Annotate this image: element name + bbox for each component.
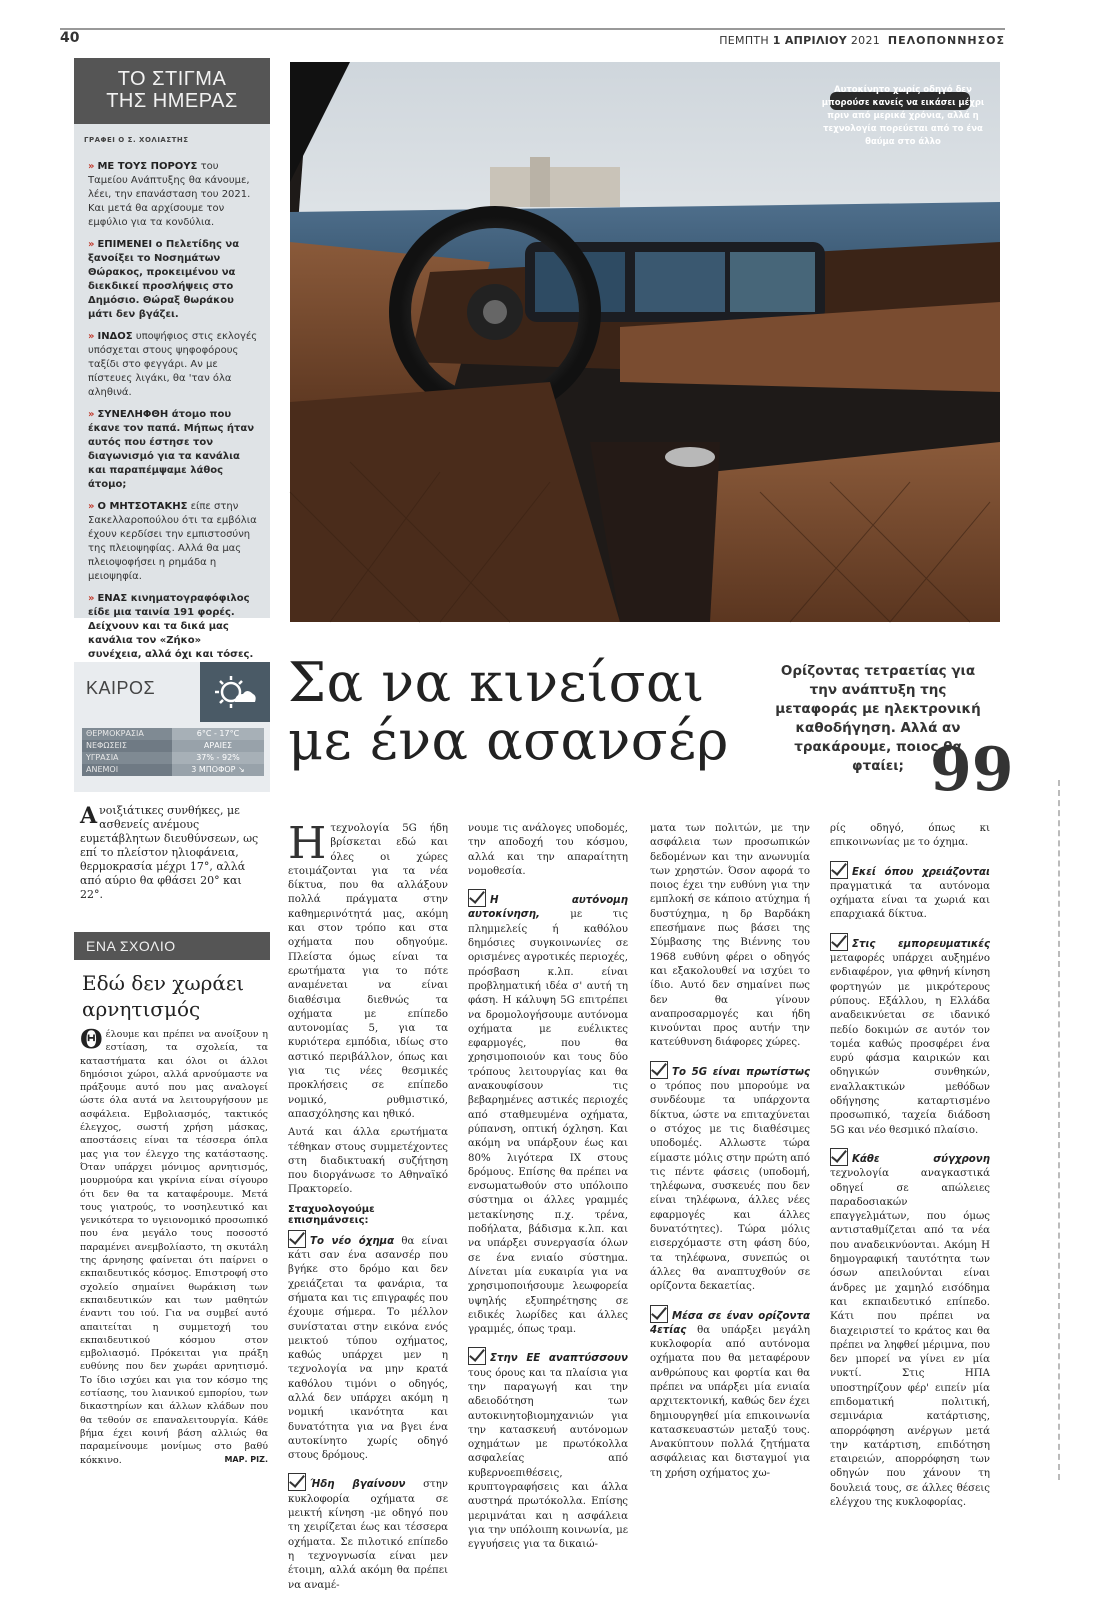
article-dropcap: Η	[288, 818, 327, 869]
stigma-item	[88, 592, 258, 662]
point-lead: Στις εμπορευματικές	[852, 938, 990, 950]
checkbox-icon	[650, 1305, 668, 1323]
arrow-icon: »	[88, 331, 95, 342]
point-text: μεταφορές υπάρχει αυξημένο ενδιαφέρον, για φθηνή κίνηση φορτηγών με μικρότερους ρύπους. Εξάλλου, η Ελλάδα αναδεικνύεται σε ιδανικό πεδίο δοκιμών σε αυτόν τον τομέα καθώς προσφέρει ένα ευρύ φάσμα καιρικών και οδηγικών συνθηκών, εναλλακτικών μεθόδων οδήγησης καταρτισμένο προσωπικό, ταχεία διάδοση 5G και νέο θεσμικό πλαίσιο.	[830, 953, 990, 1136]
checkbox-icon	[650, 1061, 668, 1079]
arrow-icon: »	[88, 239, 95, 250]
point-text: με τις πλημμελείς ή καθόλου δημόσιες συγκοινωνίες σε ορισμένες αγροτικές περιοχές, πρόσβαση κ.λπ. είναι προβληματική ιδέα σ' αυτή τη φάση. Η κάλυψη 5G επιτρέπει να δρομολογήσουμε αυτόνομα οχήματα με ευέλικτες εφαρμογές, που θα χρησιμοποιούν και τους δύο τρόπους λειτουργίας και θα ανακουφίσουν τις βεβαρημένες αστικές περιοχές από σταθμευμένα οχήματα, ρύπανση, οπτική όχληση. Και ακόμη να υπάρξουν έως και 80% λιγότερα IX στους δρόμους. Επίσης θα πρέπει να ενσωματωθούν στο υπόλοιπο σύστημα οι άλλες γραμμές μετακίνησης π.χ. τρένα, ποδήλατα, βάδισμα κ.λπ. και να υπάρξει συνεργασία όλων σε ένα ενιαίο σύστημα. Δίνεται μία ευκαιρία για να χρησιμοποιήσουμε λεωφορεία υψηλής εξυπηρέτησης σε ειδικές λωρίδες και άλλες γραμμές, όπως τραμ.	[468, 909, 628, 1336]
comment-text: έλουμε και πρέπει να ανοίξουν η εστίαση, τα σχολεία, τα καταστήματα και όλοι οι άλλοι δημόσιοι χώροι, αλλά αρνούμαστε να πράξουμε αυτό που μας αναλογεί ώστε όλα αυτά να λειτουργήσουν με ασφάλεια. Εμβολιασμός, τακτικός έλεγχος, σωστή χρήση μάσκας, αποστάσεις είναι τα τέσσερα όπλα μας για τον έλεγχο της κατάστασης. Όταν υπάρχει μόνιμος αρνητισμός, μουρμούρα και γκρίνια είναι σίγουρο ότι δεν θα τα καταφέρουμε. Μετά τους γιατρούς, το νοσηλευτικό και γενικότερα το υγειονομικό προσωπικό που ένα μεγάλο τους ποσοστό παραμένει ανεμβολίαστο, τη σκυτάλη της άρνησης φαίνεται ότι παίρνει ο εκπαιδευτικός κόσμος. Επιστροφή στο σχολείο σημαίνει θωράκιση των εκπαιδευτικών και των μαθητών έναντι του ιού. Για να συμβεί αυτό απαιτείται η συμμετοχή του εκπαιδευτικού κόσμου στον εμβολιασμό. Πρόκειται για πράξη ευθύνης που δεν χωράει αρνητισμό. Το ίδιο ισχύει και για τον κόσμο της εστίασης, του λιανικού εμπορίου, των δικαστηρίων και άλλων κλάδων που θα τεθούν σε επαναλειτουργία. Κάθε βήμα έχει κοινή βάση αλλιώς θα παραμείνουμε μονίμως στο βαθύ κόκκινο.	[80, 1029, 268, 1466]
header-day: ΠΕΜΠΤΗ	[719, 34, 769, 47]
weather-row	[82, 764, 264, 776]
page-header	[719, 34, 1005, 47]
point-text: θα υπάρξει μεγάλη κυκλοφορία από αυτόνομα οχήματα που θα μεταφέρουν ανθρώπους και φορτία και θα πρέπει να υπάρξει μία ενιαία αρχιτεκτονική, καθώς δεν έχει δημιουργηθεί μία επικοινωνία κατασκευαστών μεταξύ τους. Ανακύπτουν πολλά ζητήματα ασφάλειας και δισταγμοί για τη χρήση οχήματος χω-	[650, 1324, 810, 1479]
stigma-item-lead: ΜΕ ΤΟΥΣ ΠΟΡΟΥΣ	[97, 161, 198, 172]
weather-description	[80, 804, 268, 902]
stigma-item-lead: ΙΝΔΟΣ	[97, 331, 133, 342]
stigma-item-lead: ΕΝΑΣ	[97, 593, 128, 604]
comment-dropcap: Θ	[80, 1025, 103, 1055]
checkbox-icon	[830, 1148, 848, 1166]
point-lead: Το 5G είναι πρωτίστως	[672, 1066, 810, 1078]
point-lead: Εκεί όπου χρειάζονται	[852, 866, 990, 878]
article-column-2	[468, 822, 628, 1557]
stigma-item	[88, 238, 258, 322]
stigma-item	[88, 500, 258, 584]
header-year: 2021	[850, 34, 881, 47]
stigma-item-text: κινηματογραφόφιλος είδε μια ταινία 191 φορές. Δείχνουν και τα δικά μας κανάλια τον «Ζήκο» συνέχεια, αλλά όχι και τόσες.	[88, 593, 254, 660]
point-text: τεχνολογία αναγκαστικά οδηγεί σε απώλειες παραδοσιακών επαγγελμάτων, που όμως αντισταθμίζεται από τα νέα που αναδεικνύονται. Ακόμη Η δημογραφική ταυτότητα των όσων απειλούνται είναι άνδρες με χαμηλό εισόδημα και εκπαιδευτικό επίπεδο. Κάτι που πρέπει να διαχειριστεί το κράτος και θα πρέπει να ληφθεί μέριμνα, που δεν μπορεί να γίνει εν μία νυκτί. Στις ΗΠΑ υποστηρίζουν φέρ' ειπείν μία επιδοματική πολιτική, σεμινάρια κατάρτισης, απορρόφηση ανέργων μετά την κατάρτιση, επιδότηση εταιρειών, απορρόφηση των οδηγών που χάνουν τη δουλειά τους, σε άλλες θέσεις ελέγχου της κυκλοφορίας.	[830, 1168, 990, 1509]
stigma-title	[74, 58, 270, 124]
arrow-icon: »	[88, 593, 95, 604]
headline-line2: με ένα ασανσέρ	[288, 709, 729, 772]
article-column-1	[288, 818, 448, 1597]
checkbox-icon	[830, 933, 848, 951]
paragraph: ρίς οδηγό, όπως κι επικοινωνίας με το όχημα.	[830, 823, 990, 849]
stigma-item-text: ο Πελετίδης να ξανοίξει το Νοσημάτων Θώρακος, προκειμένου να διεκδικεί προσλήψεις στο Δημόσιο. Θώραξ θωράκου μάτι δεν βγάζει.	[88, 239, 240, 320]
article-headline	[288, 651, 758, 772]
article-column-3	[650, 822, 810, 1485]
point-text: πραγματικά τα αυτόνομα οχήματα είναι τα χωριά και επαρχιακά δίκτυα.	[830, 880, 990, 921]
stigma-item-text: άτομο που έκανε τον παπά. Μήπως ήταν αυτός που έστησε τον διαγωνισμό για τα κανάλια και παραπέμψαμε λάθος άτομο;	[88, 409, 255, 490]
weather-label: ΚΑΙΡΟΣ	[86, 678, 156, 698]
stigma-item-text: είπε στην Σακελλαροπούλου ότι τα εμβόλια έχουν κερδίσει την εμπιστοσύνη της πλειοψηφίας. Αλλά θα μας πλειοψοφήσει η ρημάδα η μειοψηφία.	[88, 501, 257, 582]
weather-value: ΑΡΑΙΕΣ	[172, 740, 264, 752]
point-lead: Το νέο όχημα	[310, 1235, 395, 1247]
paragraph: Αυτά και άλλα ερωτήματα τέθηκαν στους συμμετέχοντες στη διαδικτυακή συζήτηση που διοργάνωσε το Αθηναϊκό Πρακτορείο.	[288, 1127, 448, 1196]
weather-value: 3 ΜΠΟΦΟΡ ↘	[172, 764, 264, 776]
stigma-title-line2: ΤΗΣ ΗΜΕΡΑΣ	[106, 90, 238, 112]
weather-header	[74, 662, 270, 722]
header-rule	[60, 28, 1005, 30]
stigma-item	[88, 160, 258, 230]
point-text: ο τρόπος που μπορούμε να συνδέουμε τα υπάρχοντα δίκτυα, ώστε να επιταχύνεται ο στόχος με τις διαθέσιμες υποδομές. Αλλωστε τώρα είμαστε μόλις στην πρώτη από τις πέντε φάσεις (υποδομή, τηλέφωνα, συσκευές που δεν είναι τηλέφωνα, άλλες νέες εφαρμογές και άλλες δυνατότητες). Τώρα μόλις εισερχόμαστε στη φάση δύο, τα τηλέφωνα, συνεπώς οι άλλες θα αναπτυχθούν σε ορίζοντα δεκαετίας.	[650, 1081, 810, 1293]
stigma-title-line1: ΤΟ ΣΤΙΓΜΑ	[117, 68, 227, 90]
weather-dropcap: Α	[80, 803, 98, 829]
weather-value: 6°C - 17°C	[172, 728, 264, 740]
sun-cloud-icon	[200, 662, 270, 722]
header-date: 1 ΑΠΡΙΛΙΟΥ	[772, 34, 848, 47]
page-number: 40	[60, 30, 80, 46]
comment-signature: ΜΑΡ. ΡΙΖ.	[224, 1454, 268, 1464]
stigma-item-text: υποψήφιος στις εκλογές υπόσχεται στους ψηφοφόρους ταξίδι στο φεγγάρι. Αν με πίστευες λιγάκι, θα 'ταν όλα αληθινά.	[88, 331, 258, 398]
checkbox-icon	[468, 1347, 486, 1365]
quote-icon: 99	[930, 735, 1014, 805]
point-lead: Μέσα σε έναν ορίζοντα 4ετίας	[650, 1310, 810, 1336]
point-lead: Στην ΕΕ αναπτύσσουν	[490, 1353, 628, 1365]
article-column-4	[830, 822, 990, 1514]
checkbox-icon	[830, 861, 848, 879]
weather-key: ΘΕΡΜΟΚΡΑΣΙΑ	[82, 728, 172, 740]
newspaper-name: ΠΕΛΟΠΟΝΝΗΣΟΣ	[887, 34, 1005, 47]
stigma-writer: ΓΡΑΦΕΙ Ο Σ. ΧΟΛΙΑΣΤΗΣ	[84, 136, 189, 144]
checkbox-icon	[468, 889, 486, 907]
arrow-icon: »	[88, 409, 95, 420]
weather-key: ΝΕΦΩΣΕΙΣ	[82, 740, 172, 752]
weather-key: ΥΓΡΑΣΙΑ	[82, 752, 172, 764]
stigma-item-lead: ΣΥΝΕΛΗΦΘΗ	[97, 409, 169, 420]
stigma-item-lead: ΕΠΙΜΕΝΕΙ	[97, 239, 153, 250]
weather-key: ΑΝΕΜΟΙ	[82, 764, 172, 776]
paragraph: τεχνολογία 5G ήδη βρίσκεται εδώ και όλες οι χώρες ετοιμάζονται για τα νέα δίκτυα, που θα αλλάξουν πολλά πράγματα στην καθημερινότητά μας, ακόμη και στον τρόπο και στα οχήματα που οδηγούμε. Πλείστα όμως είναι τα ερωτήματα για το πότε αναμένεται να είναι διαθέσιμα διεθνώς τα οχήματα με επίπεδο αυτονομίας 5, για τα κυριότερα εμπόδια, ιδίως στο αστικό περιβάλλον, όπως και για τις νέες θεσμικές προκλήσεις σε επίπεδο νομικό, ρυθμιστικό, απασχόλησης και ηθικό.	[288, 823, 448, 1120]
stigma-item	[88, 408, 258, 492]
photo-caption: Αυτοκίνητο χωρίς οδηγό δεν μπορούσε κανείς να εικάσει μέχρι πριν από μερικά χρόνια, αλλά η τεχνολογία πορεύεται από το ένα θαύμα στο άλλο	[821, 85, 985, 147]
headline-line1: Σα να κινείσαι	[288, 651, 705, 714]
article-subhead: Ορίζοντας τετραετίας για την ανάπτυξη της μεταφοράς με ηλεκτρονική καθοδήγηση. Αλλά αν τρακάρουμε, ποιος θα φταίει;	[775, 663, 981, 774]
weather-text: νοιξιάτικες συνθήκες, με ασθενείς ανέμους ευμετάβλητων διευθύνσεων, ως επί το πλείστον ηλιοφάνεια, θερμοκρασία μέχρι 17°, αλλά από αύριο θα φθάσει 20° και 22°.	[80, 804, 259, 901]
section-subheading: Σταχυολογούμε επισημάνσεις:	[288, 1203, 375, 1226]
point-text: τους όρους και τα πλαίσια για την παραγωγή και την αδειοδότηση των αυτοκινητοβιομηχανιών για την κατασκευή αυτόνομων οχημάτων με πρωτόκολλα ασφαλείας από κυβερνοεπιθέσεις, κρυπτογραφήσεις και άλλα αυστηρά πρωτόκολλα. Επίσης μεριμνάται και η ασφάλεια για την υπόλοιπη κοινωνία, με εγγυήσεις για τα δικαιώ-	[468, 1367, 628, 1551]
checkbox-icon	[288, 1230, 306, 1248]
stigma-sidebar	[74, 58, 270, 660]
paragraph: ματα των πολιτών, με την ασφάλεια των προσωπικών δεδομένων και την ανωνυμία των χρηστών. Όσον αφορά το ποιος έχει την ευθύνη για την εμπλοκή σε κάποιο ατύχημα ή δυστύχημα, η δρ Βαρδάκη επεσήμανε πως βάσει της Σύμβασης της Βιέννης του 1968 ευθύνη φέρει ο οδηγός και εξακολουθεί να ισχύει το ίδιο. Αυτό δεν σημαίνει πως δεν θα γίνουν αναπροσαρμογές και ήδη κινούνται προς αυτήν την κατεύθυνση διάφορες χώρες.	[650, 823, 810, 1049]
stigma-item-text: του Ταμείου Ανάπτυξης θα κάνουμε, λέει, την επανάσταση του 2021. Και μετά θα αρχίσουμε τον εμφύλιο για τα κονδύλια.	[88, 161, 251, 228]
comment-body	[80, 1025, 268, 1466]
point-text: στην κυκλοφορία οχήματα σε μεικτή κίνηση -με οδηγό που τη χειρίζεται έως και τέσσερα οχήματα. Σε πιλοτικό επίπεδο η τεχνογνωσία είναι μεν έτοιμη, αλλά ακόμη θα πρέπει να αναμέ-	[288, 1479, 448, 1591]
weather-row	[82, 752, 264, 764]
weather-row	[82, 740, 264, 752]
point-lead: Ήδη βγαίνουν	[310, 1479, 406, 1491]
weather-table	[82, 728, 264, 776]
weather-box	[74, 662, 270, 792]
stigma-item-lead: Ο ΜΗΤΣΟΤΑΚΗΣ	[97, 501, 188, 512]
point-lead: Κάθε σύγχρονη	[852, 1153, 990, 1165]
paragraph: νουμε τις ανάλογες υποδομές, την αποδοχή του κόσμου, αλλά και την απαραίτητη νομοθεσία.	[468, 823, 628, 877]
arrow-icon: »	[88, 501, 95, 512]
stigma-item	[88, 330, 258, 400]
weather-row	[82, 728, 264, 740]
checkbox-icon	[288, 1473, 306, 1491]
point-text: θα είναι κάτι σαν ένα ασανσέρ που βγήκε στο δρόμο και δεν χρειάζεται τα φανάρια, τα σήματα και τις επιγραφές που έχουμε σήμερα. Το μέλλον συνίσταται στην εικόνα ενός μεικτού τύπου οχήματος, καθώς υπάρχει μεν η τεχνολογία να μην κρατά καθόλου τιμόνι ο οδηγός, αλλά δεν υπάρχει ακόμη η νομική ικανότητα και δυνατότητα για να βγει ένα αυτοκίνητο χωρίς οδηγό στους δρόμους.	[288, 1235, 448, 1462]
stigma-box	[74, 58, 270, 660]
comment-title: Εδώ δεν χωράει αρνητισμός	[82, 971, 245, 1021]
point-lead: Η αυτόνομη αυτοκίνηση,	[468, 895, 628, 921]
comment-label: ΕΝΑ ΣΧΟΛΙΟ	[74, 932, 270, 960]
arrow-icon: »	[88, 161, 95, 172]
weather-value: 37% - 92%	[172, 752, 264, 764]
scan-edge	[1058, 780, 1060, 1480]
